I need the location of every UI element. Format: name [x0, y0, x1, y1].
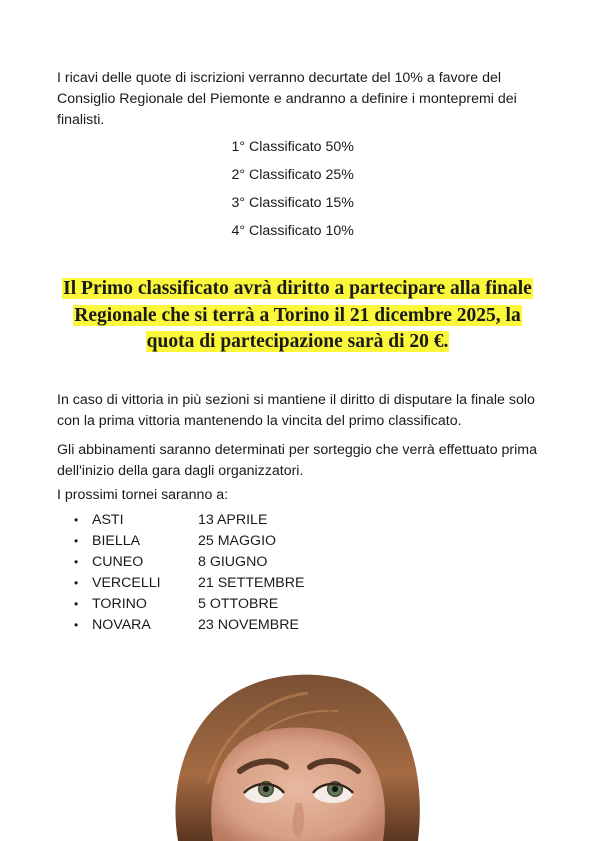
pairing-paragraph: Gli abbinamenti saranno determinati per sorteggio che verrà effettuato prima dell'inizio della gara dagli organizzatori. — [57, 442, 538, 479]
bullet-icon: • — [74, 597, 79, 611]
prize-item: 1° Classificato 50% — [231, 139, 354, 155]
tournament-city: ASTI — [92, 512, 124, 528]
tournament-date: 5 OTTOBRE — [198, 596, 279, 612]
tournament-city: BIELLA — [92, 533, 141, 549]
tournament-item — [74, 594, 348, 615]
tournament-city: TORINO — [92, 596, 147, 612]
prize-list — [0, 137, 595, 249]
tournament-city: NOVARA — [92, 617, 151, 633]
bullet-icon: • — [74, 618, 79, 632]
highlight-line: quota di partecipazione sarà di 20 €. — [146, 331, 449, 352]
tournament-date: 13 APRILE — [198, 512, 268, 528]
bullet-icon: • — [74, 576, 79, 590]
victory-paragraph: In caso di vittoria in più sezioni si mantiene il diritto di disputare la finale solo con la prima vittoria mantenendo la vincita del primo classificato. — [57, 392, 535, 429]
tournament-date: 23 NOVEMBRE — [198, 617, 299, 633]
highlight-line: Il Primo classificato avrà diritto a partecipare alla finale — [63, 278, 532, 299]
tournament-item — [74, 573, 348, 594]
tournament-date: 8 GIUGNO — [198, 554, 268, 570]
tournament-date: 21 SETTEMBRE — [198, 575, 305, 591]
prize-item: 4° Classificato 10% — [231, 223, 354, 239]
bullet-icon: • — [74, 534, 79, 548]
tournament-item — [74, 531, 348, 552]
tournament-list — [74, 510, 348, 636]
bullet-icon: • — [74, 555, 79, 569]
tournament-city: CUNEO — [92, 554, 144, 570]
tournament-date: 25 MAGGIO — [198, 533, 277, 549]
prize-item: 2° Classificato 25% — [231, 167, 354, 183]
tournament-city: VERCELLI — [92, 575, 161, 591]
intro-paragraph: I ricavi delle quote di iscrizioni verranno decurtate del 10% a favore del Consiglio Regionale del Piemonte e andranno a definire i montepremi dei finalisti. — [57, 70, 517, 128]
woman-looking-up-illustration — [168, 663, 426, 841]
upcoming-title: I prossimi tornei saranno a: — [57, 487, 229, 503]
tournament-item — [74, 552, 348, 573]
final-announcement — [40, 276, 555, 356]
tournament-item — [74, 510, 348, 531]
highlight-line: Regionale che si terrà a Torino il 21 dicembre 2025, la — [74, 304, 521, 326]
prize-item: 3° Classificato 15% — [231, 195, 354, 211]
tournament-item — [74, 615, 348, 636]
bullet-icon: • — [74, 513, 79, 527]
